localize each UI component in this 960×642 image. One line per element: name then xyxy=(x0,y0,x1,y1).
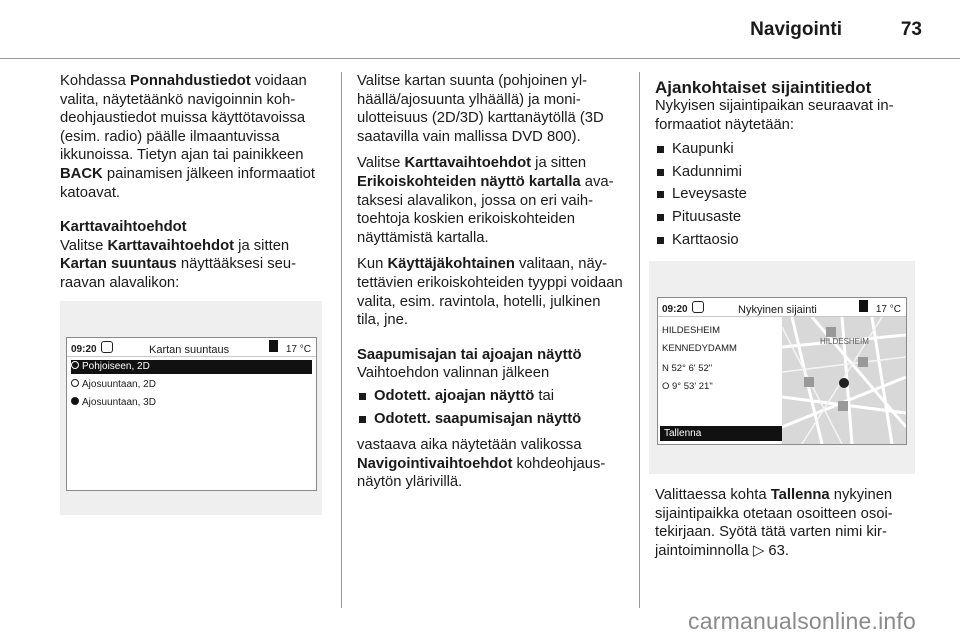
clock-icon xyxy=(692,301,704,313)
option-list xyxy=(357,387,623,428)
display-screen xyxy=(66,337,317,491)
location-info-list xyxy=(655,140,923,249)
screen-title: Kartan suuntaus xyxy=(149,343,230,356)
heading-current-location: Ajankohtaiset sijaintitiedot xyxy=(655,78,872,97)
paragraph-orientation-desc: Valitse kartan suunta (pohjoinen ylhäällä/ajosuunta ylhäällä) ja moniulotteisuus (2D/3D) karttanäytöllä (3D saatavilla vain mallissa DVD 800). xyxy=(357,73,604,145)
page-reference[interactable]: 63 xyxy=(768,542,785,559)
paragraph-time-shown: vastaava aika näytetään valikossa Navigointivaihtoehdot kohdeohjausnäytön ylärivillä. xyxy=(357,437,606,491)
clock-time: 09:20 xyxy=(662,304,688,316)
display-screen xyxy=(657,297,907,445)
paragraph-popup-info: Kohdassa Ponnahdustiedot voidaan valita, näytetäänkö navigoinnin kohdeohjaustiedot muissa käyttötavoissa (esim. radio) päälle ilmaantuvissa ikkunoissa. Tietyn ajan tai painikkeen BACK painamisen jälkeen informaatiot katoavat. xyxy=(60,73,315,201)
option-heading-2d[interactable]: Ajosuuntaan, 2D xyxy=(71,378,156,392)
page-ref-icon[interactable]: ▷ xyxy=(752,542,769,559)
screen-title: Nykyinen sijainti xyxy=(738,304,817,317)
display-status-bar xyxy=(658,298,906,317)
column-divider xyxy=(341,72,342,608)
map-section[interactable] xyxy=(782,317,906,444)
latitude-value: N 52° 6' 52" xyxy=(662,363,713,375)
save-button[interactable]: Tallenna xyxy=(660,426,782,441)
thermometer-icon xyxy=(269,340,278,352)
page-number: 73 xyxy=(900,19,922,40)
map-city-label: HILDESHEIM xyxy=(820,337,869,347)
option-north-2d[interactable]: Pohjoiseen, 2D xyxy=(71,360,312,374)
temperature: 17 °C xyxy=(285,343,311,355)
column-2 xyxy=(357,72,623,500)
text-intro: Vaihtoehdon valinnan jälkeen xyxy=(357,365,550,382)
paragraph-user-defined: Kun Käyttäjäkohtainen valitaan, näytettävien erikoiskohteiden tyyppi voidaan valita, esim. ravintola, hotelli, julkinen tila, jne. xyxy=(357,256,623,329)
clock-time: 09:20 xyxy=(71,343,97,355)
list-item: Karttaosio xyxy=(655,231,923,250)
subheading-arrival-time: Saapumisajan tai ajoajan näyttö xyxy=(357,346,582,363)
radio-icon xyxy=(71,379,79,387)
paragraph-save-location: Valittaessa kohta Tallenna nykyinen sijaintipaikka otetaan osoitteen osoitekirjaan. Syötä tätä varten nimi kirjaintoiminnolla ▷ 63. xyxy=(655,487,893,559)
list-item: Odotett. saapumisajan näyttö xyxy=(357,410,623,429)
screenshot-map-orientation xyxy=(60,301,322,515)
thermometer-icon xyxy=(859,300,868,312)
city-value: HILDESHEIM xyxy=(662,325,721,337)
term-popup: Ponnahdustiedot xyxy=(129,73,251,89)
subheading-map-options: Karttavaihtoehdot xyxy=(60,219,187,236)
section-title: Navigointi xyxy=(750,19,842,40)
radio-filled-icon xyxy=(71,397,79,405)
watermark: carmanualsonline.info xyxy=(688,608,916,634)
list-item: Kadunnimi xyxy=(655,163,923,182)
column-1 xyxy=(60,72,328,515)
clock-icon xyxy=(101,341,113,353)
list-item: Leveysaste xyxy=(655,185,923,204)
street-value: KENNEDYDAMM xyxy=(662,343,737,355)
list-item: Odotett. ajoajan näyttö tai xyxy=(357,387,623,406)
list-item: Pituusaste xyxy=(655,208,923,227)
display-status-bar xyxy=(67,338,316,357)
page-header xyxy=(0,0,960,59)
screenshot-current-location xyxy=(649,261,915,474)
temperature: 17 °C xyxy=(875,304,901,316)
paragraph-map-orientation: Valitse Karttavaihtoehdot ja sitten Kartan suuntaus näyttääksesi seuraavan alavalikon: xyxy=(60,237,297,291)
column-3 xyxy=(655,78,923,569)
option-heading-3d[interactable]: Ajosuuntaan, 3D xyxy=(71,396,156,410)
radio-icon xyxy=(71,361,79,369)
column-divider xyxy=(639,72,640,608)
longitude-value: O 9° 53' 21" xyxy=(662,381,713,393)
term-back-button: BACK xyxy=(60,165,103,182)
list-item: Kaupunki xyxy=(655,140,923,159)
text-intro: Nykyisen sijaintipaikan seuraavat informaatiot näytetään: xyxy=(655,98,894,133)
paragraph-poi-display: Valitse Karttavaihtoehdot ja sitten Erikoiskohteiden näyttö kartalla avataksesi alavalikon, jossa on eri vaihtoehtoja koskien erikoiskohteiden näyttämistä kartalla. xyxy=(357,155,614,246)
